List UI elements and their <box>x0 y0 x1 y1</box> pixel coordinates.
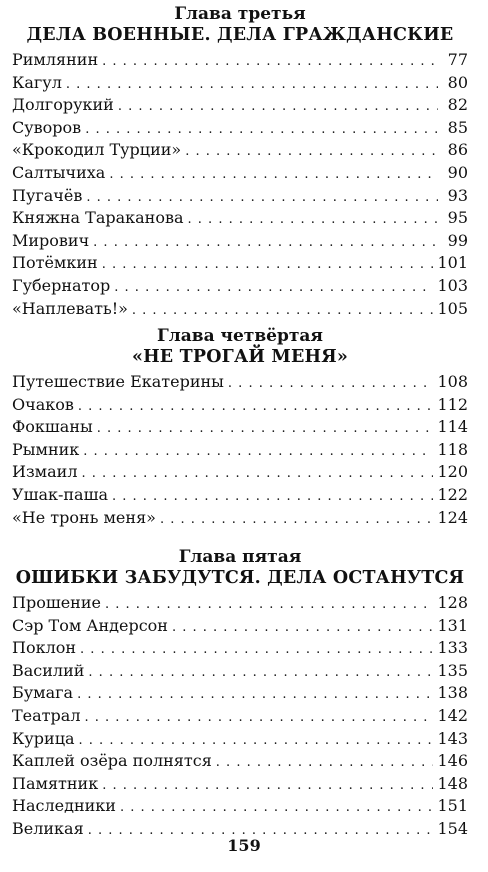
entry-page: 99 <box>447 230 468 250</box>
entry-title: Измаил <box>12 462 78 482</box>
dot-leader <box>78 394 434 419</box>
entry-title: Суворов <box>12 117 82 137</box>
dot-leader <box>160 507 434 532</box>
entry-page: 148 <box>437 773 468 793</box>
chapter-title: «НЕ ТРОГАЙ МЕНЯ» <box>131 347 349 367</box>
entry-page: 80 <box>447 72 468 92</box>
entry-page: 77 <box>447 50 468 69</box>
dot-leader <box>86 185 438 210</box>
toc-entry <box>12 275 468 298</box>
toc-entry <box>12 49 468 72</box>
chapter-5 <box>12 547 468 841</box>
entry-page: 133 <box>437 638 468 658</box>
entry-title: Памятник <box>12 773 99 793</box>
entry-title: Прошение <box>12 593 101 612</box>
toc-entry <box>12 682 468 705</box>
entry-title: Бумага <box>12 683 74 703</box>
entry-page: 122 <box>437 484 468 504</box>
entry-page: 105 <box>437 298 468 318</box>
dot-leader <box>188 207 438 232</box>
entry-title: Мирович <box>12 230 90 250</box>
dot-leader <box>79 728 434 753</box>
dot-leader <box>77 682 433 707</box>
dot-leader <box>88 660 433 685</box>
chapter-4 <box>12 326 468 529</box>
chapter-label: Глава пятая <box>178 547 302 567</box>
entry-title: Кагул <box>12 72 62 92</box>
entry-title: Рымник <box>12 439 80 459</box>
toc-entry <box>12 507 468 530</box>
entry-title: Путешествие Екатерины <box>12 372 224 391</box>
toc-entry <box>12 252 468 275</box>
dot-leader <box>120 795 434 820</box>
entry-page: 90 <box>447 162 468 182</box>
entry-title: Великая <box>12 818 84 838</box>
dot-leader <box>185 139 438 164</box>
dot-leader <box>82 461 434 486</box>
page-number: 159 <box>227 836 261 855</box>
toc-entry <box>12 637 468 660</box>
toc-entry <box>12 750 468 773</box>
dot-leader <box>109 162 438 187</box>
dot-leader <box>102 773 433 798</box>
entry-page: 128 <box>437 593 468 612</box>
dot-leader <box>114 275 433 300</box>
entry-title: «Не тронь меня» <box>12 507 156 527</box>
toc-entry <box>12 461 468 484</box>
dot-leader <box>216 750 434 775</box>
dot-leader <box>105 592 433 617</box>
entry-title: Василий <box>12 660 85 680</box>
entry-title: Очаков <box>12 394 74 414</box>
entry-page: 151 <box>437 796 468 816</box>
dot-leader <box>80 637 433 662</box>
entry-title: Салтычиха <box>12 162 106 182</box>
toc-entry <box>12 615 468 638</box>
dot-leader <box>118 94 438 119</box>
entry-page: 124 <box>437 507 468 527</box>
dot-leader <box>93 230 438 255</box>
entry-title: Княжна Тараканова <box>12 208 184 228</box>
entry-page: 114 <box>437 417 468 437</box>
toc-entry <box>12 660 468 683</box>
dot-leader <box>66 72 438 97</box>
dot-leader <box>97 416 434 441</box>
entry-title: Сэр Том Андерсон <box>12 615 168 635</box>
entry-title: Пугачёв <box>12 185 83 205</box>
entry-page: 154 <box>437 818 468 838</box>
entry-page: 85 <box>447 117 468 137</box>
toc-entry <box>12 94 468 117</box>
toc-entry <box>12 484 468 507</box>
entry-title: Каплей озёра полнятся <box>12 751 212 771</box>
toc-entry <box>12 394 468 417</box>
dot-leader <box>83 439 433 464</box>
dot-leader <box>102 49 438 74</box>
toc-entry <box>12 185 468 208</box>
entry-page: 103 <box>437 275 468 295</box>
entry-title: «Наплевать!» <box>12 298 128 318</box>
chapter-title: ДЕЛА ВОЕННЫЕ. ДЕЛА ГРАЖДАНСКИЕ <box>26 25 454 45</box>
chapter-title: ОШИБКИ ЗАБУДУТСЯ. ДЕЛА ОСТАНУТСЯ <box>15 568 465 588</box>
toc-entry <box>12 371 468 394</box>
entry-page: 142 <box>437 705 468 725</box>
toc-entry <box>12 416 468 439</box>
entry-page: 138 <box>437 683 468 703</box>
dot-leader <box>84 705 433 730</box>
dot-leader <box>102 252 434 277</box>
toc-entry <box>12 439 468 462</box>
toc-entry <box>12 162 468 185</box>
dot-leader <box>112 484 433 509</box>
entry-page: 108 <box>437 372 468 391</box>
entry-title: Фокшаны <box>12 417 93 437</box>
entry-page: 135 <box>437 660 468 680</box>
toc-entry <box>12 705 468 728</box>
toc-entry <box>12 795 468 818</box>
dot-leader <box>132 298 434 323</box>
entry-page: 93 <box>447 185 468 205</box>
entry-page: 112 <box>437 394 468 414</box>
entry-page: 143 <box>437 728 468 748</box>
entry-title: «Крокодил Турции» <box>12 140 182 160</box>
entry-title: Римлянин <box>12 50 99 69</box>
entry-page: 146 <box>437 751 468 771</box>
toc-entry <box>12 230 468 253</box>
dot-leader <box>228 371 434 396</box>
toc-entry <box>12 728 468 751</box>
toc-entry <box>12 592 468 615</box>
dot-leader <box>172 615 433 640</box>
entry-title: Долгорукий <box>12 95 114 115</box>
dot-leader <box>85 117 438 142</box>
entry-page: 82 <box>447 95 468 115</box>
entry-page: 95 <box>447 208 468 228</box>
entry-title: Театрал <box>12 705 81 725</box>
entry-page: 86 <box>447 140 468 160</box>
entry-title: Поклон <box>12 638 77 658</box>
entry-title: Потёмкин <box>12 253 98 273</box>
entry-page: 118 <box>437 439 468 459</box>
entry-page: 131 <box>437 615 468 635</box>
entry-title: Губернатор <box>12 275 111 295</box>
toc-entry <box>12 72 468 95</box>
toc-entry <box>12 298 468 321</box>
entry-page: 101 <box>437 253 468 273</box>
chapter-label: Глава третья <box>174 4 306 24</box>
toc-entry <box>12 207 468 230</box>
entry-title: Наследники <box>12 796 116 816</box>
toc-entry <box>12 117 468 140</box>
entry-page: 120 <box>437 462 468 482</box>
chapter-label: Глава четвёртая <box>157 326 323 346</box>
entry-title: Ушак-паша <box>12 484 108 504</box>
toc-entry <box>12 139 468 162</box>
toc-entry <box>12 773 468 796</box>
entry-title: Курица <box>12 728 75 748</box>
chapter-3 <box>12 4 468 320</box>
